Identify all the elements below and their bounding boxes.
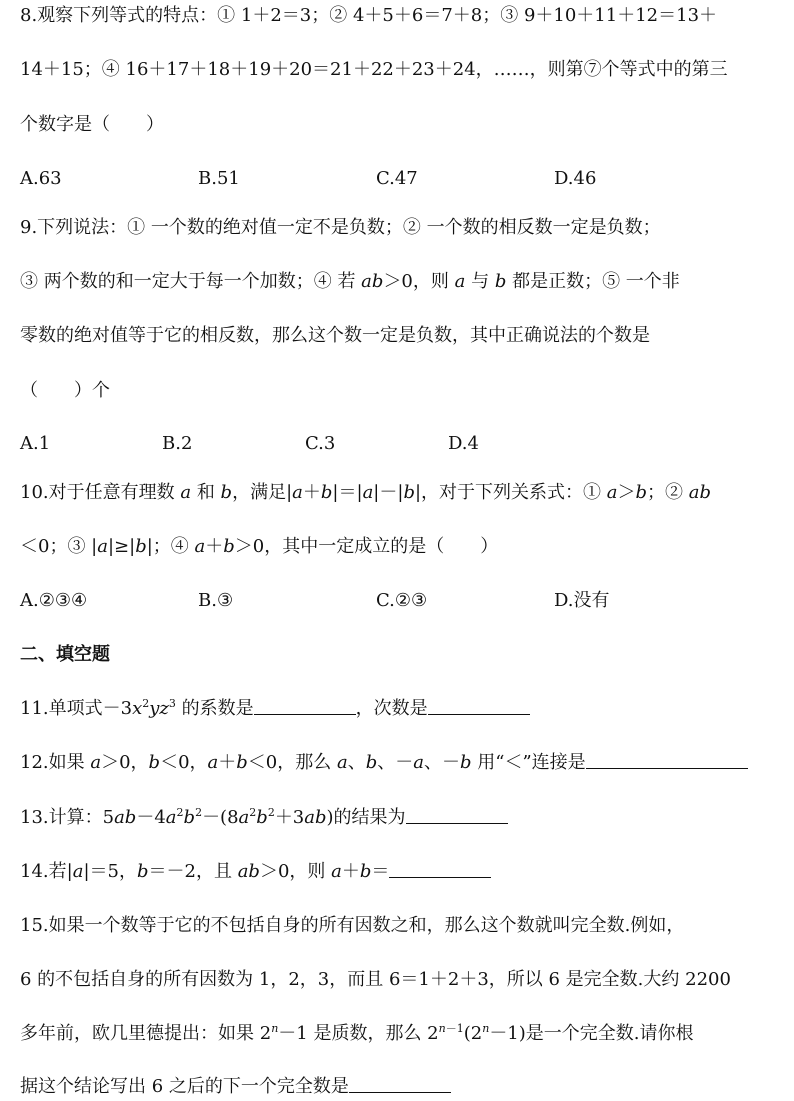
q10-line-1: 10.对于任意有理数 a 和 b，满足|a＋b|＝|a|－|b|，对于下列关系式：① a＞b；② ab: [20, 482, 712, 503]
q9-option-b[interactable]: B.2: [162, 433, 193, 454]
q9-line-4: （ ）个: [20, 380, 110, 401]
q8-line-3: 个数字是（ ）: [20, 114, 164, 135]
q10-option-c[interactable]: C.②③: [376, 590, 428, 611]
q9-line-2: ③ 两个数的和一定大于每一个加数；④ 若 ab＞0，则 a 与 b 都是正数；⑤ 一个非: [20, 271, 680, 292]
q11-blank-degree[interactable]: [428, 698, 530, 715]
q9-option-c[interactable]: C.3: [305, 433, 336, 454]
q9-option-a[interactable]: A.1: [20, 433, 51, 454]
q12-blank[interactable]: [586, 752, 748, 769]
section-title-fill-in: 二、填空题: [20, 644, 110, 665]
q15-line-1: 15.如果一个数等于它的不包括自身的所有因数之和，那么这个数就叫完全数.例如，: [20, 915, 685, 936]
q11-blank-coefficient[interactable]: [254, 698, 356, 715]
q15-blank[interactable]: [349, 1076, 451, 1093]
q10-option-b[interactable]: B.③: [198, 590, 234, 611]
q9-line-3: 零数的绝对值等于它的相反数，那么这个数一定是负数，其中正确说法的个数是: [20, 325, 650, 346]
q10-line-2: ＜0；③ |a|≥|b|；④ a＋b＞0，其中一定成立的是（ ）: [20, 536, 499, 557]
q10-option-d[interactable]: D.没有: [554, 590, 610, 611]
q8-option-d[interactable]: D.46: [554, 168, 597, 189]
q8-option-c[interactable]: C.47: [376, 168, 418, 189]
q13-blank[interactable]: [406, 807, 508, 824]
q9-line-1: 9.下列说法：① 一个数的绝对值一定不是负数；② 一个数的相反数一定是负数；: [20, 217, 661, 238]
q8-line-1: 8.观察下列等式的特点：① 1＋2＝3；② 4＋5＋6＝7＋8；③ 9＋10＋11＋12＝13＋: [20, 5, 718, 26]
q8-option-b[interactable]: B.51: [198, 168, 240, 189]
q12-line: 12.如果 a＞0，b＜0，a＋b＜0，那么 a、b、－a、－b 用“＜”连接是: [20, 751, 748, 775]
q8-line-2: 14＋15；④ 16＋17＋18＋19＋20＝21＋22＋23＋24，……，则第⑦个等式中的第三: [20, 59, 728, 80]
q9-option-d[interactable]: D.4: [448, 433, 479, 454]
q15-line-4: 据这个结论写出 6 之后的下一个完全数是: [20, 1075, 451, 1099]
q14-blank[interactable]: [389, 861, 491, 878]
q8-option-a[interactable]: A.63: [20, 168, 62, 189]
q14-line: 14.若|a|＝5，b＝－2，且 ab＞0，则 a＋b＝: [20, 860, 491, 884]
q15-line-3: 多年前，欧几里德提出：如果 $2^n-1$ 是质数，那么 $2^{n-1}(2^n-1)$是一个完全数.请你根: [20, 1022, 694, 1044]
q11-line: 11.单项式$-3x^2yz^3$ 的系数是 ，次数是: [20, 697, 530, 721]
q15-line-2: 6 的不包括自身的所有因数为 1，2，3，而且 6＝1＋2＋3，所以 6 是完全数.大约 2200: [20, 969, 731, 990]
q10-option-a[interactable]: A.②③④: [20, 590, 88, 611]
q13-line: 13.计算：$5ab-4a^2b^2-(8a^2b^2+3ab)$的结果为: [20, 806, 508, 830]
